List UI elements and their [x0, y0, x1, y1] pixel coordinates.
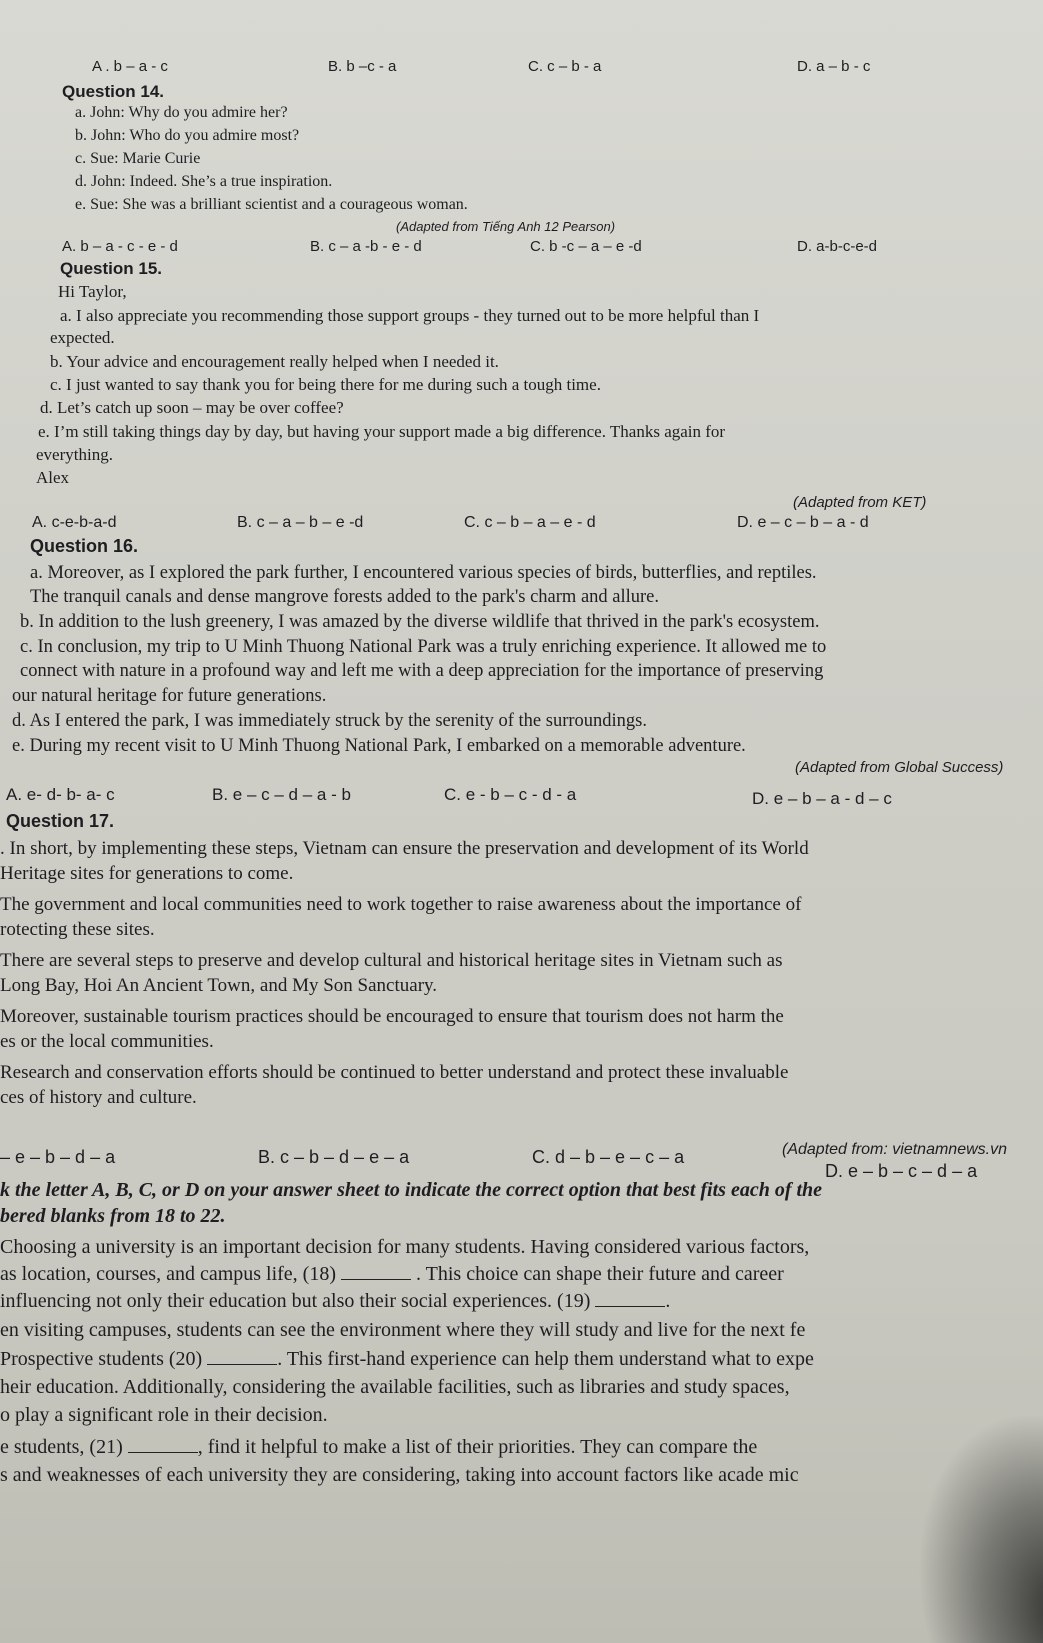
q15-line-d: d. Let’s catch up soon – may be over coffee?	[40, 398, 344, 417]
q14-line-c: c. Sue: Marie Curie	[75, 150, 201, 167]
q16-option-a[interactable]: A. e- d- b- a- c	[6, 785, 115, 804]
q15-source: (Adapted from KET)	[793, 494, 927, 511]
q17-option-d[interactable]: D. e – b – c – d – a	[825, 1161, 978, 1181]
q17-title: Question 17.	[6, 811, 115, 831]
q17-source: (Adapted from: vietnamnews.vn	[782, 1141, 1007, 1158]
q16-title: Question 16.	[30, 536, 139, 556]
q14-line-e: e. Sue: She was a brilliant scientist and a courageous woman.	[75, 196, 468, 213]
q16-option-d[interactable]: D. e – b – a - d – c	[752, 789, 892, 808]
passage-line-5-start: Prospective students (20)	[0, 1348, 208, 1370]
q15-line-b: b. Your advice and encouragement really helped when I needed it.	[50, 352, 499, 371]
q17-line-d: Moreover, sustainable tourism practices should be encouraged to ensure that tourism does not harm the	[0, 1006, 784, 1027]
q16-option-c[interactable]: C. e - b – c - d - a	[444, 785, 577, 804]
blank-21[interactable]	[128, 1451, 198, 1453]
passage-line-2	[0, 1263, 784, 1286]
q16-line-a-cont: The tranquil canals and dense mangrove forests added to the park's charm and allure.	[30, 587, 660, 607]
q17-line-a-cont: Heritage sites for generations to come.	[0, 863, 294, 884]
passage-line-9: s and weaknesses of each university they are considering, taking into account factors like acade mic	[0, 1464, 799, 1486]
blank-18[interactable]	[341, 1278, 411, 1280]
q15-greeting: Hi Taylor,	[58, 282, 127, 301]
q17-option-b[interactable]: B. c – b – d – e – a	[258, 1147, 410, 1167]
q17-option-c[interactable]: C. d – b – e – c – a	[532, 1147, 685, 1167]
q17-options	[0, 1147, 1043, 1181]
q14-line-d: d. John: Indeed. She’s a true inspiration.	[75, 173, 333, 190]
q14-option-c[interactable]: C. b -c – a – e -d	[530, 238, 642, 255]
q13-option-a[interactable]: A . b – a - c	[92, 58, 168, 75]
q15-line-a: a. I also appreciate you recommending those support groups - they turned out to be more helpful than I	[60, 306, 760, 325]
passage-line-2-end: . This choice can shape their future and career	[411, 1263, 784, 1285]
q17-line-a: . In short, by implementing these steps, Vietnam can ensure the preservation and development of its World	[0, 838, 809, 859]
passage-line-8	[0, 1436, 757, 1459]
q16-line-e: e. During my recent visit to U Minh Thuong National Park, I embarked on a memorable adventure.	[12, 736, 746, 756]
q14-option-a[interactable]: A. b – a - c - e - d	[62, 238, 178, 255]
passage-line-8-end: , find it helpful to make a list of their priorities. They can compare the	[197, 1436, 758, 1458]
q15-title: Question 15.	[60, 259, 163, 278]
q13-option-d[interactable]: D. a – b - c	[797, 58, 871, 75]
q13-options	[0, 58, 1043, 84]
q15-line-e: e. I’m still taking things day by day, but having your support made a big difference. Thanks again for	[38, 422, 726, 441]
q15-line-c: c. I just wanted to say thank you for being there for me during such a tough time.	[50, 375, 601, 394]
q17-line-d-cont: es or the local communities.	[0, 1031, 214, 1052]
q14-option-b[interactable]: B. c – a -b - e - d	[310, 238, 422, 255]
q16-line-c-cont: connect with nature in a profound way and left me with a deep appreciation for the importance of preserving	[20, 661, 824, 681]
q16-line-c-cont2: our natural heritage for future generations.	[12, 686, 327, 706]
q14-title: Question 14.	[62, 82, 165, 101]
passage-line-1: Choosing a university is an important decision for many students. Having considered various factors,	[0, 1236, 810, 1258]
q15-line-e-cont: everything.	[36, 445, 113, 464]
q16-option-b[interactable]: B. e – c – d – a - b	[212, 785, 351, 804]
passage-line-5-end: . This first-hand experience can help them understand what to expe	[277, 1348, 814, 1370]
q15-line-a-cont: expected.	[50, 328, 115, 347]
q17-line-c-cont: Long Bay, Hoi An Ancient Town, and My Son Sanctuary.	[0, 975, 438, 996]
q16-source: (Adapted from Global Success)	[795, 759, 1004, 776]
q15-option-c[interactable]: C. c – b – a – e - d	[464, 514, 596, 531]
q16-line-d: d. As I entered the park, I was immediately struck by the serenity of the surroundings.	[12, 711, 648, 731]
q14-option-d[interactable]: D. a-b-c-e-d	[797, 238, 878, 255]
blank-20[interactable]	[207, 1363, 277, 1365]
q16-line-b: b. In addition to the lush greenery, I was amazed by the diverse wildlife that thrived in the park's ecosystem.	[20, 612, 820, 632]
q17-option-a[interactable]: – e – b – d – a	[0, 1147, 116, 1167]
q15-options	[0, 514, 1043, 540]
passage-line-2-start: as location, courses, and campus life, (18)	[0, 1263, 342, 1285]
q17-line-e-cont: ces of history and culture.	[0, 1087, 197, 1108]
q17-line-e: Research and conservation efforts should be continued to better understand and protect these invaluable	[0, 1062, 789, 1083]
q16-options-row1	[0, 785, 1043, 811]
q17-line-b: The government and local communities need to work together to raise awareness about the importance of	[0, 894, 802, 915]
passage-line-8-start: e students, (21)	[0, 1436, 128, 1458]
instruction-line-1: k the letter A, B, C, or D on your answer sheet to indicate the correct option that best fits each of the	[0, 1179, 823, 1201]
passage-line-4: en visiting campuses, students can see the environment where they will study and live for the next fe	[0, 1319, 806, 1341]
q15-option-d[interactable]: D. e – c – b – a - d	[737, 514, 869, 531]
q14-source: (Adapted from Tiếng Anh 12 Pearson)	[396, 219, 616, 234]
passage-line-7: o play a significant role in their decision.	[0, 1404, 328, 1426]
q14-line-b: b. John: Who do you admire most?	[75, 127, 300, 144]
blank-19[interactable]	[595, 1305, 665, 1307]
q13-option-b[interactable]: B. b –c - a	[328, 58, 397, 75]
q17-line-b-cont: rotecting these sites.	[0, 919, 155, 940]
q15-option-b[interactable]: B. c – a – b – e -d	[237, 514, 364, 531]
q17-line-c: There are several steps to preserve and develop cultural and historical heritage sites in Vietnam such as	[0, 950, 783, 971]
q14-line-a: a. John: Why do you admire her?	[75, 104, 288, 121]
q16-line-a: a. Moreover, as I explored the park further, I encountered various species of birds, butterflies, and reptiles.	[30, 563, 817, 583]
q13-option-c[interactable]: C. c – b - a	[528, 58, 602, 75]
hand-shadow	[868, 1398, 1043, 1643]
instruction-line-2: bered blanks from 18 to 22.	[0, 1205, 226, 1227]
passage-line-5	[0, 1348, 814, 1371]
q15-signoff: Alex	[36, 468, 70, 487]
passage-line-3-start: influencing not only their education but also their social experiences. (19)	[0, 1290, 596, 1312]
passage-line-3-end: .	[665, 1290, 671, 1312]
q16-line-c: c. In conclusion, my trip to U Minh Thuong National Park was a truly enriching experience. It allowed me to	[20, 637, 827, 657]
passage-line-6: heir education. Additionally, considering the available facilities, such as libraries and study spaces,	[0, 1376, 790, 1398]
passage-line-3	[0, 1290, 670, 1313]
q15-option-a[interactable]: A. c-e-b-a-d	[32, 514, 117, 531]
